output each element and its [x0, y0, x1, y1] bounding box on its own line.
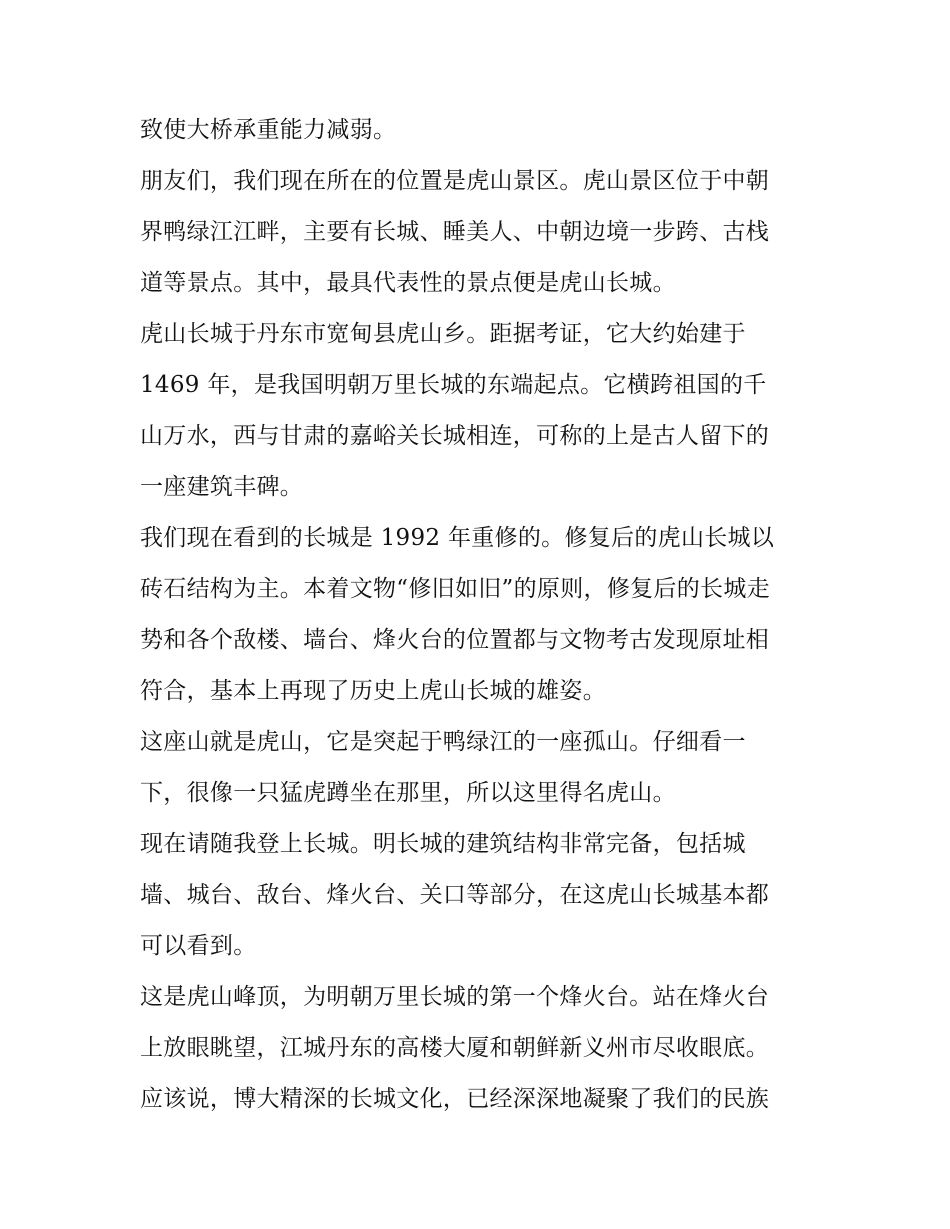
text-line: 道等景点。其中，最具代表性的景点便是虎山长城。 [140, 270, 676, 296]
text-line: 界鸭绿江江畔，主要有长城、睡美人、中朝边境一步跨、古栈 [140, 219, 770, 245]
text-line: 下，很像一只猛虎蹲坐在那里，所以这里得名虎山。 [140, 780, 676, 806]
text-line: 应该说，博大精深的长城文化，已经深深地凝聚了我们的民族 [140, 1086, 770, 1112]
document-body [140, 108, 816, 1128]
text-line: 势和各个敌楼、墙台、烽火台的位置都与文物考古发现原址相 [140, 627, 770, 653]
text-line: 砖石结构为主。本着文物“修旧如旧”的原则，修复后的长城走 [140, 576, 770, 602]
text-line: 致使大桥承重能力减弱。 [140, 117, 397, 143]
text-line: 我们现在看到的长城是 1992 年重修的。修复后的虎山长城以 [140, 525, 775, 551]
text-line: 这是虎山峰顶，为明朝万里长城的第一个烽火台。站在烽火台 [140, 984, 770, 1010]
text-line: 可以看到。 [140, 933, 257, 959]
text-line: 现在请随我登上长城。明长城的建筑结构非常完备，包括城 [140, 831, 746, 857]
text-line: 这座山就是虎山，它是突起于鸭绿江的一座孤山。仔细看一 [140, 729, 746, 755]
text-line: 1469 年，是我国明朝万里长城的东端起点。它横跨祖国的千 [140, 372, 767, 398]
text-line: 朋友们，我们现在所在的位置是虎山景区。虎山景区位于中朝 [140, 168, 770, 194]
text-line: 墙、城台、敌台、烽火台、关口等部分，在这虎山长城基本都 [140, 882, 770, 908]
text-line: 符合，基本上再现了历史上虎山长城的雄姿。 [140, 678, 606, 704]
text-line: 山万水，西与甘肃的嘉峪关长城相连，可称的上是古人留下的 [140, 423, 770, 449]
text-line: 一座建筑丰碑。 [140, 474, 304, 500]
text-line: 上放眼眺望，江城丹东的高楼大厦和朝鲜新义州市尽收眼底。 [140, 1035, 770, 1061]
text-line: 虎山长城于丹东市宽甸县虎山乡。距据考证，它大约始建于 [140, 321, 746, 347]
